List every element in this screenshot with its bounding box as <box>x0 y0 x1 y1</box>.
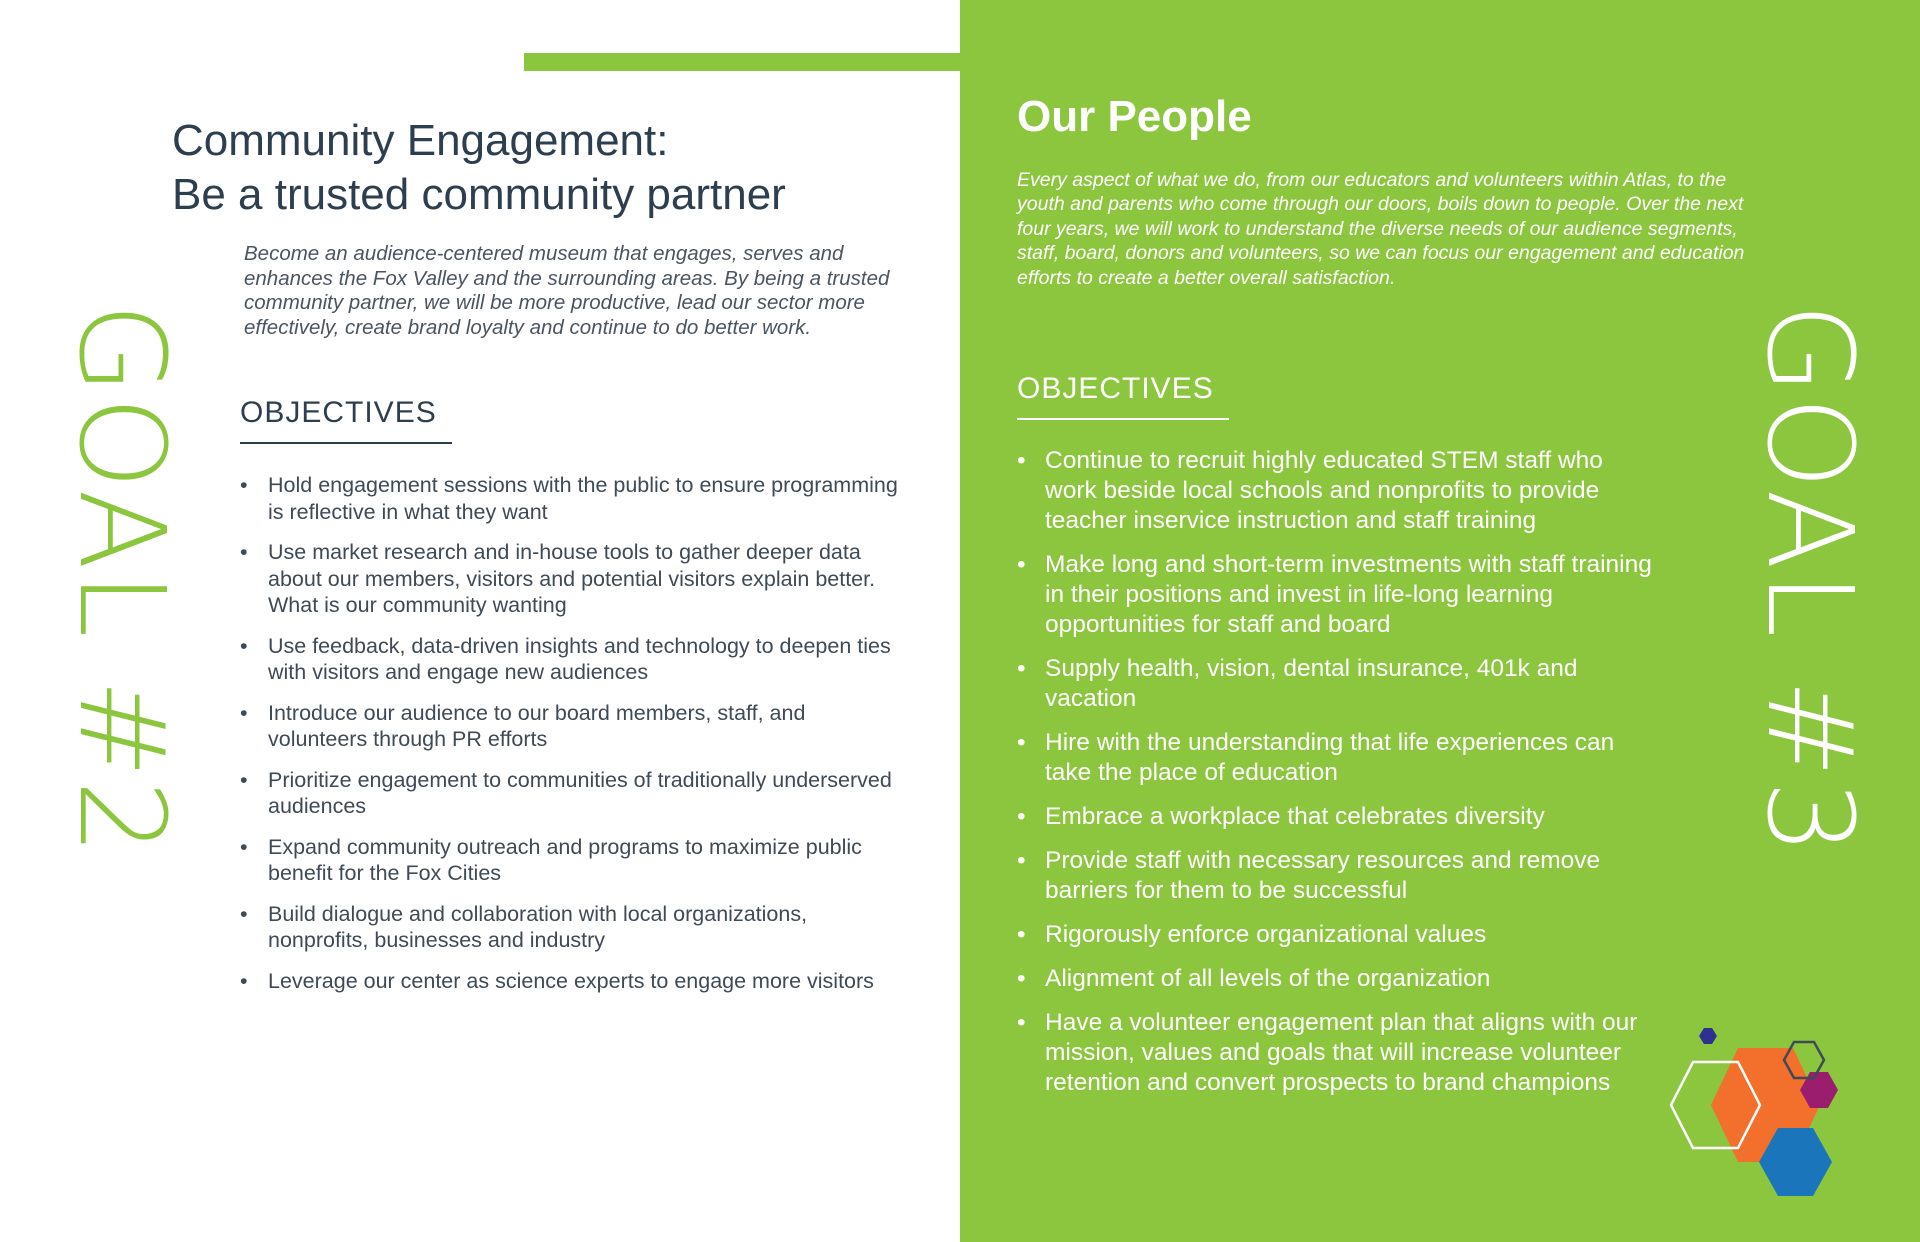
goal-2-title <box>172 114 932 222</box>
objective-item: • Leverage our center as science experts to engage more visitors <box>240 968 900 995</box>
goal-3-panel <box>960 0 1920 1242</box>
goal-2-label-wrap <box>22 300 222 860</box>
goal-2-objectives-heading: OBJECTIVES <box>240 396 452 444</box>
objective-item: • Have a volunteer engagement plan that aligns with our mission, values and goals that will increase volunteer retention and convert prospects to brand champions <box>1017 1008 1657 1098</box>
goal-3-objectives-list <box>1017 446 1657 1112</box>
hexagon-cluster-graphic <box>1660 1010 1900 1210</box>
accent-bar <box>524 53 960 71</box>
objective-item: • Use market research and in-house tools to gather deeper data about our members, visitors and potential visitors explain better. What is our community wanting <box>240 539 900 619</box>
goal-2-title-line2: Be a trusted community partner <box>172 170 786 219</box>
navy-hexagon <box>1699 1028 1717 1044</box>
objective-item: • Use feedback, data-driven insights and technology to deepen ties with visitors and engage new audiences <box>240 633 900 686</box>
objective-item: • Introduce our audience to our board members, staff, and volunteers through PR efforts <box>240 700 900 753</box>
goal-2-label: GOAL #2 <box>53 302 192 858</box>
objective-item: • Expand community outreach and programs to maximize public benefit for the Fox Cities <box>240 834 900 887</box>
objective-item: • Provide staff with necessary resources and remove barriers for them to be successful <box>1017 846 1657 906</box>
goal-3-objectives-heading: OBJECTIVES <box>1017 372 1229 420</box>
goal-2-objectives-list <box>240 472 900 1008</box>
objective-item: • Alignment of all levels of the organization <box>1017 964 1657 994</box>
goal-3-label: GOAL #3 <box>1741 302 1880 858</box>
objective-item: • Build dialogue and collaboration with local organizations, nonprofits, businesses and industry <box>240 901 900 954</box>
objective-item: • Continue to recruit highly educated STEM staff who work beside local schools and nonprofits to provide teacher inservice instruction and staff training <box>1017 446 1657 536</box>
objective-item: • Prioritize engagement to communities of traditionally underserved audiences <box>240 767 900 820</box>
goal-2-title-line1: Community Engagement: <box>172 116 669 165</box>
objective-item: • Hold engagement sessions with the public to ensure programming is reflective in what they want <box>240 472 900 525</box>
goal-3-title: Our People <box>1017 92 1252 141</box>
goal-3-intro: Every aspect of what we do, from our educators and volunteers within Atlas, to the youth and parents who come through our doors, boils down to people. Over the next four years, we will work to understand the diverse needs of our audience segments, staff, board, donors and volunteers, so we can focus our engagement and education efforts to create a better overall satisfaction. <box>1017 169 1745 289</box>
objective-item: • Supply health, vision, dental insurance, 401k and vacation <box>1017 654 1657 714</box>
goal-3-label-wrap <box>1700 270 1920 890</box>
goal-2-intro: Become an audience-centered museum that engages, serves and enhances the Fox Valley and the surrounding areas. By being a trusted community partner, we will be more productive, lead our sector more effectively, create brand loyalty and continue to do better work. <box>244 242 890 339</box>
objective-item: • Embrace a workplace that celebrates diversity <box>1017 802 1657 832</box>
objective-item: • Hire with the understanding that life experiences can take the place of education <box>1017 728 1657 788</box>
objective-item: • Make long and short-term investments with staff training in their positions and invest in life-long learning opportunities for staff and board <box>1017 550 1657 640</box>
objective-item: • Rigorously enforce organizational values <box>1017 920 1657 950</box>
